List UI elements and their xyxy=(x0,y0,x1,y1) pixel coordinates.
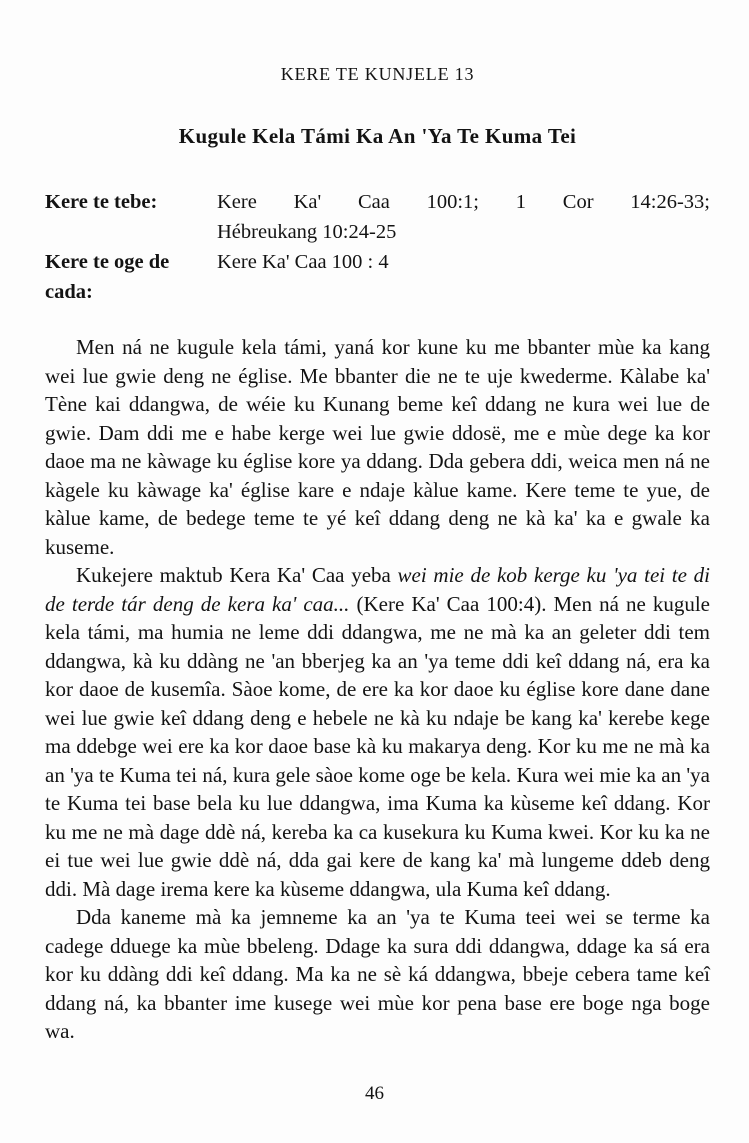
page-content xyxy=(45,64,710,1046)
body-paragraph-2 xyxy=(45,561,710,903)
reference-label-reading: Kere te tebe: xyxy=(45,191,158,213)
reference-reading-line1: Kere Ka' Caa 100:1; 1 Cor 14:26-33; xyxy=(217,191,710,213)
paragraph-2-rest: (Kere Ka' Caa 100:4). Men ná ne kugule kela támi, ma humia ne leme ddi ddangwa, me ne mà ka an geleter ddi tem ddangwa, kà ku ddàng ne 'an bberjeg ka an 'ya teme ddi keî ddang ná, era ka kor daoe de kusemîa. Sàoe kome, de ere ka kor daoe ku église kore dane dane wei lue gwie keî ddang deng e hebele ne kà ku ndaje be kang ka' kerebe kege ma ddebge wei ere ka kor daoe base kà ku makarya deng. Kor ku me ne mà ka an 'ya te Kuma tei ná, kura gele sàoe kome oge be kela. Kura wei mie ka an 'ya te Kuma tei base bela ku lue ddangwa, ima Kuma ka kùseme keî ddang. Kor ku me ne mà dage ddè ná, kereba ka ca kusekura ku Kuma kwei. Kor ku ka ne ei tue wei lue gwie ddè ná, dda gai kere de kang ka' mà lungeme ddeb deng ddi. Mà dage irema kere ka kùseme ddangwa, ula Kuma keî ddang. xyxy=(45,591,710,901)
reference-reading-line2: Hébreukang 10:24-25 xyxy=(217,221,397,243)
body-paragraph-1: Men ná ne kugule kela támi, yaná kor kune ku me bbanter mùe ka kang wei lue gwie deng ne église. Me bbanter die ne te uje kwederme. Kàlabe ka' Tène kai ddangwa, de wéie ku Kunang beme keî ddang ne kura wei lue de gwie. Dam ddi me e habe kerge wei lue gwie ddosë, me e mùe dege ka kor daoe ma ne kàwage ku église kore ya ddang. Dda gebera ddi, weica men ná ne kàgele ku kàwage ka' église kare e ndaje kàlue kame. Kere teme te yue, de kàlue kame, de bedege teme te yé keî ddang deng ne kà ka' ka e gwale ka kuseme. xyxy=(45,335,710,559)
body-paragraph-3: Dda kaneme mà ka jemneme ka an 'ya te Kuma teei wei se terme ka cadege dduege ka mùe bbeleng. Ddage ka sura ddi ddangwa, ddage ka sá era kor ku ddàng ddi keî ddang. Ma ka ne sè ká ddangwa, bbeje cebera tame keî ddang ná, ka bbanter ime kusege wei mùe kor pena base ere boge nga boge wa. xyxy=(45,905,710,1043)
reference-value-memory: Kere Ka' Caa 100 : 4 xyxy=(217,251,389,273)
lesson-title: Kugule Kela Támi Ka An 'Ya Te Kuma Tei xyxy=(178,124,577,148)
reference-row-memory xyxy=(45,247,710,307)
scripture-references xyxy=(45,187,710,307)
chapter-header: KERE TE KUNJELE 13 xyxy=(280,64,475,84)
paragraph-2-lead: Kukejere maktub Kera Ka' Caa yeba xyxy=(76,563,398,587)
lesson-body xyxy=(45,333,710,1046)
reference-value-reading xyxy=(217,187,710,247)
paragraph-2-quote: wei mie de kob kerge ku 'ya tei te di de terde tár deng de kera ka' caa... xyxy=(45,563,710,616)
reference-label-memory: Kere te oge de cada: xyxy=(45,251,170,303)
page-number: 46 xyxy=(365,1083,384,1104)
reference-row-reading xyxy=(45,187,710,247)
